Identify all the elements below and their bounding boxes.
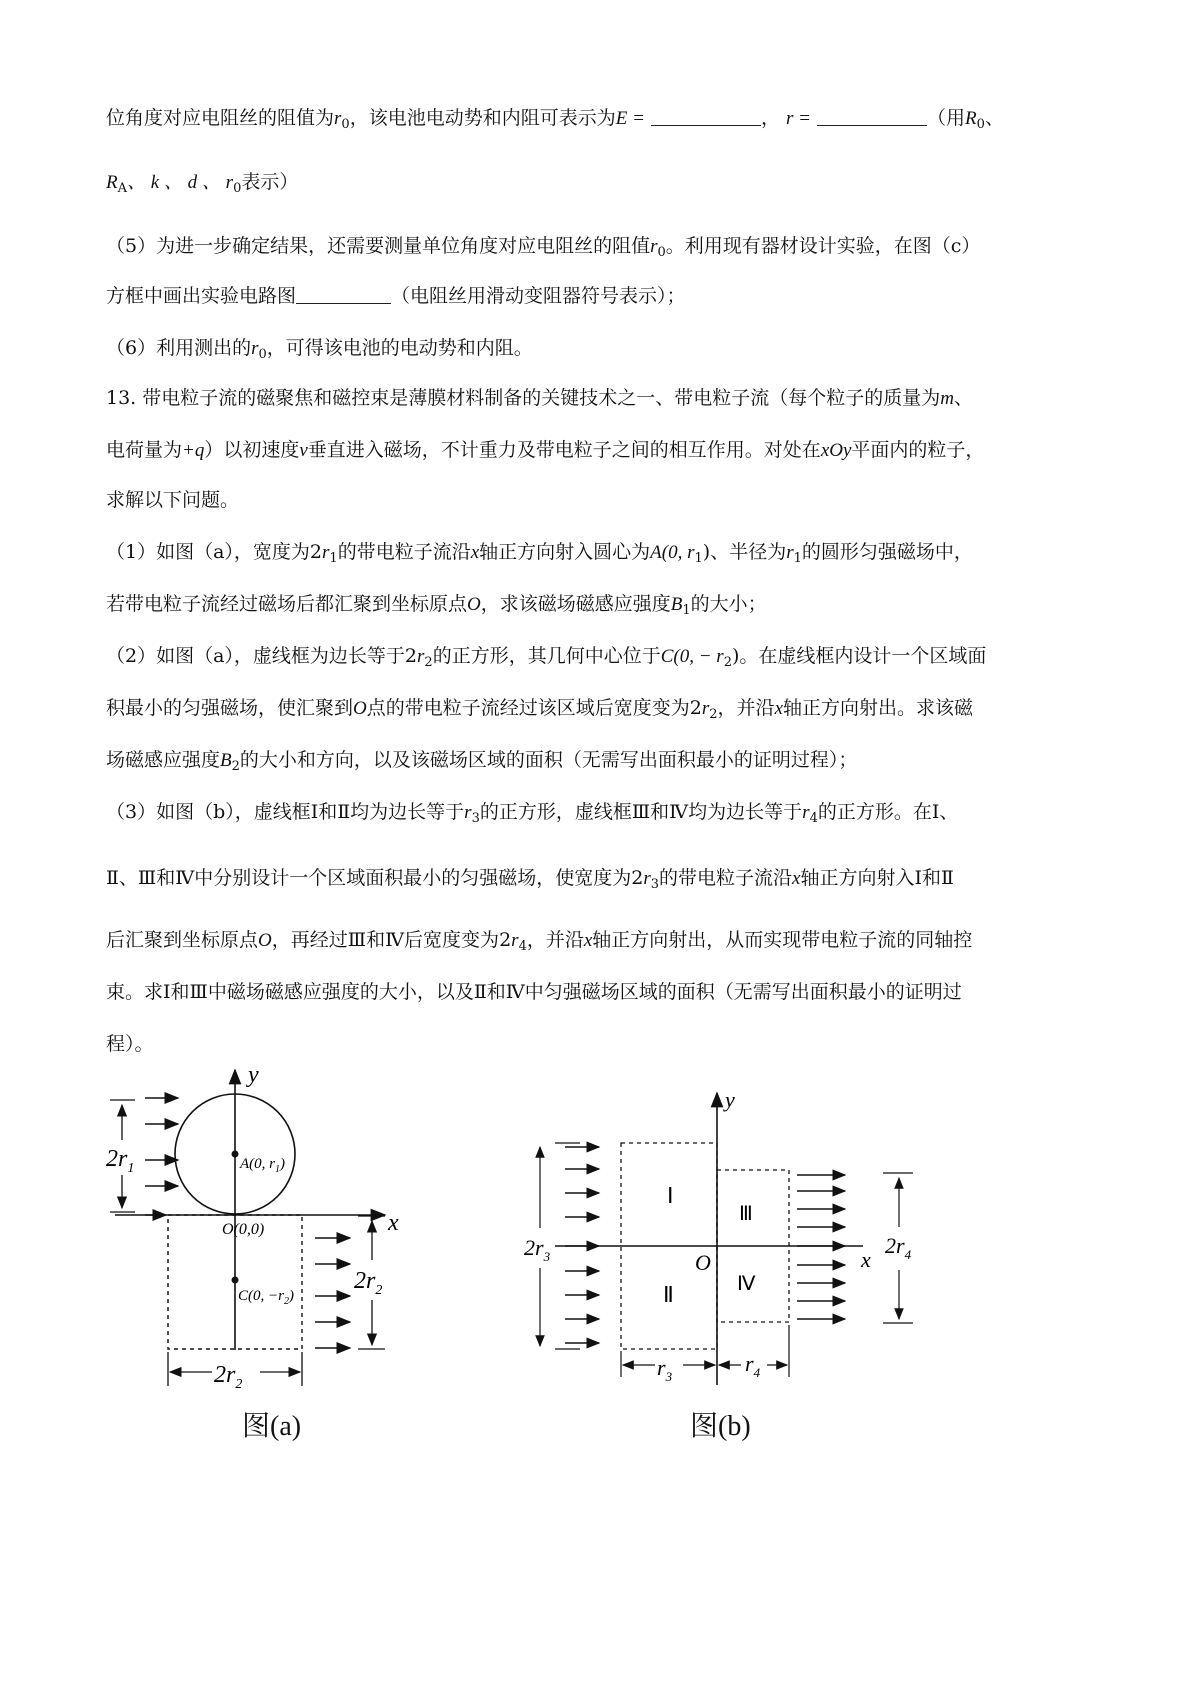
text-line: 求解以下问题。: [106, 489, 240, 511]
text-line: Ⅱ、Ⅲ和Ⅳ中分别设计一个区域面积最小的匀强磁场，使宽度为$2r_3$的带电粒子流沿x轴正方向射入Ⅰ和Ⅱ: [106, 867, 954, 892]
text-line: 场磁感应强度$B_2$的大小和方向，以及该磁场区域的面积（无需写出面积最小的证明过程）；: [106, 749, 858, 774]
text-line: 电荷量为+q）以初速度v垂直进入磁场，不计重力及带电粒子之间的相互作用。对处在xOy平面内的粒子，: [106, 439, 985, 461]
x-axis-label: x: [388, 1210, 399, 1236]
text-line: 后汇聚到坐标原点O，再经过Ⅲ和Ⅳ后宽度变为$2r_4$，并沿x轴正方向射出，从而实现带电粒子流的同轴控: [106, 929, 973, 954]
y-axis-label: y: [725, 1087, 735, 1112]
question-13-heading: 13. 带电粒子流的磁聚焦和磁控束是薄膜材料制备的关键技术之一、带电粒子流（每个粒子的质量为m、: [106, 387, 974, 409]
text-line: （1）如图（a），宽度为$2r_1$的带电粒子流沿x轴正方向射入圆心为A(0, $r_1$)、半径为$r_1$的圆形匀强磁场中，: [106, 541, 973, 566]
answer-blank-E[interactable]: [651, 107, 761, 126]
region-II-label: Ⅱ: [663, 1282, 674, 1307]
origin-label: O: [695, 1250, 711, 1275]
r4-label: $r_4$: [745, 1351, 761, 1380]
figure-a: [100, 1060, 480, 1360]
center-A-dot: [232, 1151, 239, 1158]
width-2r3-label: $2r_3$: [524, 1235, 551, 1264]
x-axis-label: x: [861, 1247, 871, 1272]
incoming-particle-arrows: [145, 1098, 178, 1215]
center-C-dot: [232, 1277, 239, 1284]
outgoing-particle-arrows: [315, 1238, 350, 1348]
answer-blank-circuit[interactable]: [296, 285, 391, 304]
width-2r1-label: $2r_1$: [106, 1146, 135, 1176]
r3-label: $r_3$: [657, 1355, 673, 1384]
outgoing-particle-arrows: [797, 1175, 845, 1319]
figure-b-left-dimension: [520, 1143, 570, 1353]
origin-label: O(0,0): [222, 1221, 265, 1238]
text-line: （6）利用测出的$r_0$，可得该电池的电动势和内阻。: [106, 337, 533, 362]
width-2r4-label: $2r_4$: [885, 1233, 912, 1262]
figure-a-caption: 图(a): [242, 1411, 302, 1442]
width-2r2-bottom-label: $2r_2$: [214, 1362, 243, 1392]
point-C-label: C(0, $-r_2$): [238, 1288, 294, 1307]
width-2r2-right-label: $2r_2$: [354, 1268, 383, 1298]
text-line: （3）如图（b），虚线框Ⅰ和Ⅱ均为边长等于$r_3$的正方形，虚线框Ⅲ和Ⅳ均为边长等于$r_4$的正方形。在Ⅰ、: [106, 801, 959, 826]
text-line: 积最小的匀强磁场，使汇聚到O点的带电粒子流经过该区域后宽度变为$2r_2$，并沿x轴正方向射出。求该磁: [106, 697, 974, 722]
figure-b-caption: 图(b): [690, 1411, 751, 1442]
point-A-label: A(0, $r_1$): [240, 1156, 285, 1175]
text-line: 方框中画出实验电路图 （电阻丝用滑动变阻器符号表示）；: [106, 285, 686, 307]
text-line: 程）。: [106, 1033, 154, 1055]
region-III-label: Ⅲ: [739, 1203, 753, 1225]
text: 位角度对应电阻丝的阻值为: [106, 107, 335, 129]
figure-a-bottom-dimension: [100, 1360, 480, 1400]
region-IV-label: Ⅳ: [737, 1273, 756, 1295]
text-line: 位角度对应电阻丝的阻值为$r_0$，该电池电动势和内阻可表示为E = ， r = （用$R_0$、: [106, 107, 1004, 132]
answer-blank-r[interactable]: [817, 107, 927, 126]
figure-b: [555, 1085, 1005, 1395]
text-line: $R_A$、 k 、 d 、 $r_0$表示）: [106, 171, 299, 196]
text-line: （5）为进一步确定结果，还需要测量单位角度对应电阻丝的阻值$r_0$。利用现有器材设计实验，在图（c）: [106, 235, 981, 260]
y-axis-label: y: [248, 1062, 259, 1088]
text-line: 束。求Ⅰ和Ⅲ中磁场磁感应强度的大小，以及Ⅱ和Ⅳ中匀强磁场区域的面积（无需写出面积最小的证明过: [106, 981, 962, 1003]
region-I-label: Ⅰ: [667, 1183, 674, 1208]
text-line: （2）如图（a），虚线框为边长等于$2r_2$的正方形，其几何中心位于C(0, − $r_2$)。在虚线框内设计一个区域面: [106, 645, 987, 670]
text-line: 若带电粒子流经过磁场后都汇聚到坐标原点O，求该磁场磁感应强度$B_1$的大小；: [106, 593, 767, 618]
incoming-particle-arrows: [565, 1147, 599, 1343]
